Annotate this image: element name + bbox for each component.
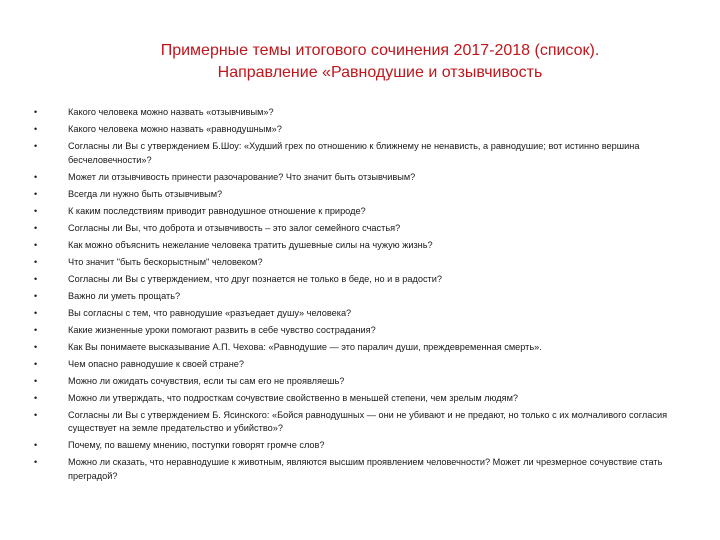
list-item-text: Важно ли уметь прощать? [68,290,181,301]
bullet-icon: • [34,273,38,284]
list-item [34,140,674,167]
list-item-text: Почему, по вашему мнению, поступки говорят громче слов? [68,440,325,451]
list-item-text: Может ли отзывчивость принести разочарование? Что значит быть отзывчивым? [68,171,416,182]
bullet-icon: • [34,375,38,386]
bullet-icon: • [34,358,38,369]
list-item [34,409,674,436]
bullet-icon: • [34,440,38,451]
bullet-icon: • [34,324,38,335]
list-item [34,375,674,389]
list-item-text: Согласны ли Вы, что доброта и отзывчивость – это залог семейного счастья? [68,222,401,233]
list-item [34,171,674,185]
list-item [34,341,674,355]
list-item-text: К каким последствиям приводит равнодушное отношение к природе? [68,205,366,216]
list-item [34,307,674,321]
title-line-2: Направление «Равнодушие и отзывчивость [217,64,543,81]
bullet-icon: • [34,171,38,182]
list-item-text: Согласны ли Вы с утверждением Б.Шоу: «Худший грех по отношению к ближнему не ненависть, а равнодушие; вот истинно вершина бесчеловечности»? [68,141,640,165]
bullet-icon: • [34,457,38,468]
list-item-text: Можно ли утверждать, что подросткам сочувствие свойственно в меньшей степени, чем зрелым людям? [68,392,518,403]
list-item [34,324,674,338]
page-title [60,40,700,84]
list-item-text: Можно ли сказать, что неравнодушие к животным, являются высшим проявлением человечности? Может ли чрезмерное сочувствие стать преградой? [68,457,663,482]
list-item [34,358,674,372]
bullet-icon: • [34,205,38,216]
list-item-text: Что значит "быть бескорыстным" человеком? [68,256,263,267]
bullet-icon: • [34,409,38,420]
list-item-text: Вы согласны с тем, что равнодушие «разъедает душу» человека? [68,307,352,318]
list-item-text: Согласны ли Вы с утверждением Б. Ясинского: «Бойся равнодушных — они не убивают и не предают, но только с их молчаливого согласия существует на земле предательство и убийство»? [68,409,668,434]
list-item [34,106,674,120]
bullet-icon: • [34,141,38,151]
list-item-text: Как можно объяснить нежелание человека тратить душевные силы на чужую жизнь? [68,239,433,250]
list-item-text: Всегда ли нужно быть отзывчивым? [68,188,223,199]
bullet-icon: • [34,307,38,318]
list-item-text: Чем опасно равнодушие к своей стране? [68,358,244,369]
bullet-icon: • [34,341,38,352]
bullet-icon: • [34,256,38,267]
list-item [34,123,674,137]
list-item [34,290,674,304]
list-item [34,256,674,270]
list-item [34,273,674,287]
list-item-text: Можно ли ожидать сочувствия, если ты сам его не проявляешь? [68,375,345,386]
list-item-text: Согласны ли Вы с утверждением, что друг познается не только в беде, но и в радости? [68,273,442,284]
list-item-text: Какие жизненные уроки помогают развить в себе чувство сострадания? [68,324,376,335]
list-item [34,439,674,453]
list-item-text: Какого человека можно назвать «отзывчивым»? [68,107,274,117]
list-item [34,188,674,202]
list-item-text: Как Вы понимаете высказывание А.П. Чехова: «Равнодушие — это паралич души, преждевременная смерть». [68,341,542,352]
bullet-icon: • [34,222,38,233]
list-item-text: Какого человека можно назвать «равнодушным»? [68,124,282,134]
list-item [34,456,674,483]
title-line-1: Примерные темы итогового сочинения 2017-2018 (список). [160,42,600,59]
bullet-icon: • [34,290,38,301]
bullet-icon: • [34,188,38,199]
list-item [34,239,674,253]
list-item [34,392,674,406]
list-item [34,222,674,236]
bullet-icon: • [34,107,38,117]
topic-list [34,106,674,487]
list-item [34,205,674,219]
bullet-icon: • [34,124,38,134]
bullet-icon: • [34,239,38,250]
bullet-icon: • [34,392,38,403]
